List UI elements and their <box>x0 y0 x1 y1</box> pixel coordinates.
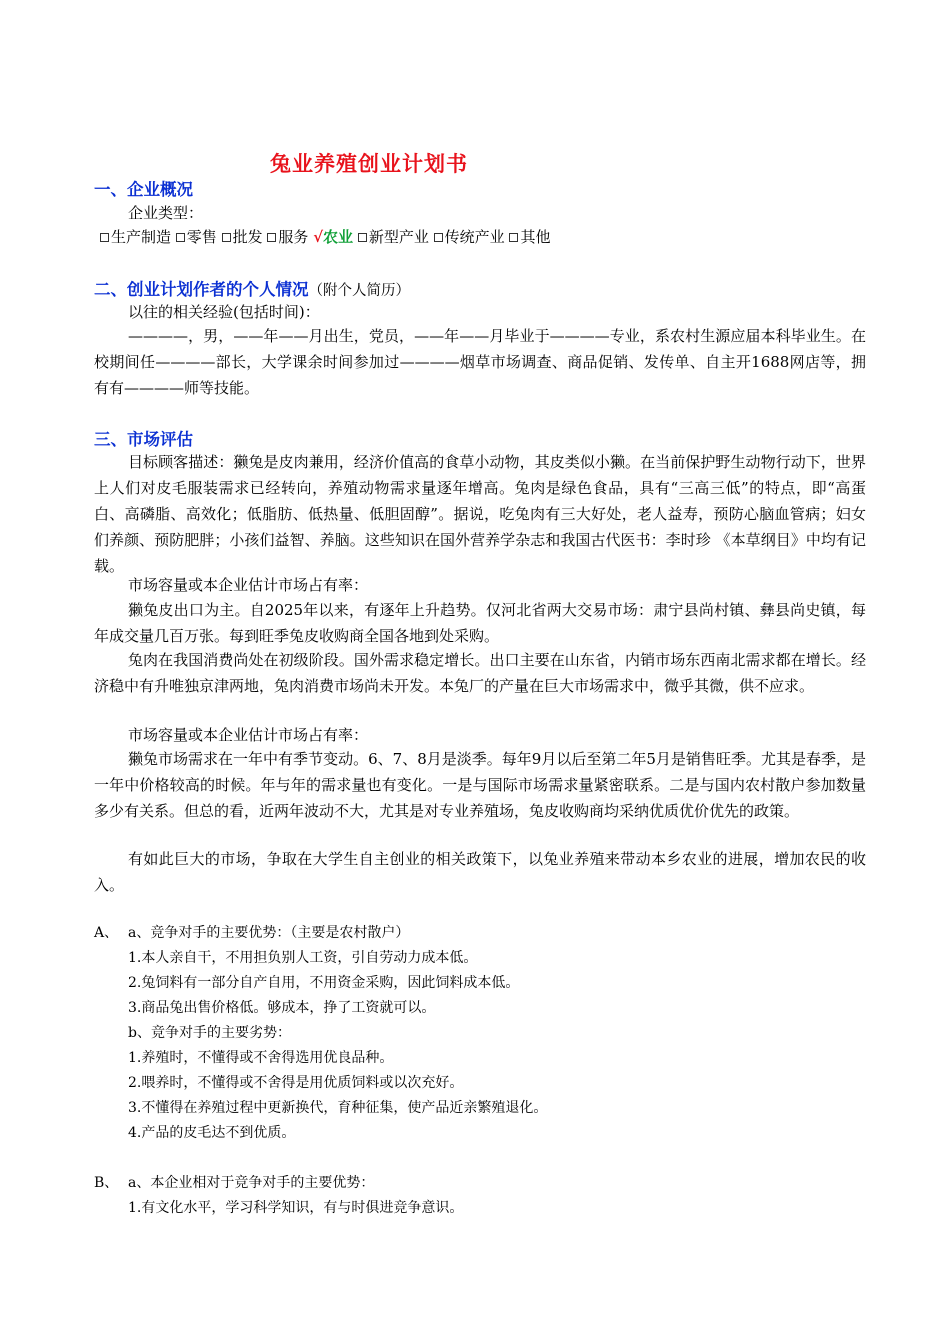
target-customer-paragraph: 目标顾客描述：獭兔是皮肉兼用，经济价值高的食草小动物，其皮类似小獭。在当前保护野生动物行动下，世界上人们对皮毛服装需求已经转向，养殖动物需求量逐年增高。兔肉是绿色食品，具有“三高三低”的特点，即“高蛋白、高磷脂、高效化；低脂肪、低热量、低胆固醇”。据说，吃兔肉有三大好处，老人益寿，预防心脑血管病；妇女们养颜、预防肥胖；小孩们益智、养脑。这些知识在国外营养学杂志和我国古代医书：李时珍 《本草纲目》中均有记载。 <box>94 453 866 575</box>
own-advantages-title: a、本企业相对于竞争对手的主要优势： <box>128 1175 375 1191</box>
conclusion-paragraph: 有如此巨大的市场，争取在大学生自主创业的相关政策下，以兔业养殖来带动本乡农业的进展，增加农民的收入。 <box>94 850 866 894</box>
experience-label: 以往的相关经验(包括时间)： <box>128 303 320 321</box>
list-item: 1.本人亲自干，不用担负别人工资，引自劳动力成本低。 <box>128 950 478 966</box>
section-b-marker: B、 <box>94 1175 119 1191</box>
checkbox-icon <box>358 233 367 242</box>
checkbox-icon <box>509 233 518 242</box>
option-production: 生产制造 <box>100 228 171 246</box>
list-item: 1.养殖时，不懂得或不舍得选用优良品种。 <box>128 1050 394 1066</box>
rabbit-meat-paragraph: 兔肉在我国消费尚处在初级阶段。国外需求稳定增长。出口主要在山东省，内销市场东西南北需求都在增长。经济稳中有升唯独京津两地，兔肉消费市场尚未开发。本兔厂的产量在巨大市场需求中，微乎其微，供不应求。 <box>94 651 866 695</box>
option-service: 服务 <box>267 228 308 246</box>
list-item: 1.有文化水平，学习科学知识，有与时俱进竞争意识。 <box>128 1200 464 1216</box>
option-new-industry: 新型产业 <box>358 228 429 246</box>
option-agriculture: √农业 <box>313 228 354 246</box>
rabbit-fur-paragraph: 獭兔皮出口为主。自2025年以来，有逐年上升趋势。仅河北省两大交易市场：肃宁县尚村镇、彝县尚史镇，每年成交量几百万张。每到旺季兔皮收购商全国各地到处采购。 <box>94 601 866 645</box>
checkbox-icon <box>222 233 231 242</box>
checkbox-icon <box>434 233 443 242</box>
competitor-weaknesses-title: b、竞争对手的主要劣势： <box>128 1025 291 1041</box>
checkbox-icon <box>176 233 185 242</box>
market-share-label-1: 市场容量或本企业估计市场占有率： <box>128 576 369 594</box>
enterprise-type-options <box>100 224 550 250</box>
list-item: 2.兔饲料有一部分自产自用，不用资金采购，因此饲料成本低。 <box>128 975 520 991</box>
section-2-heading: 二、创业计划作者的个人情况（附个人简历） <box>94 280 410 299</box>
checkbox-icon <box>100 233 109 242</box>
document-title: 兔业养殖创业计划书 <box>270 152 468 176</box>
list-item: 3.商品兔出售价格低。够成本，挣了工资就可以。 <box>128 1000 436 1016</box>
section-a-marker: A、 <box>94 925 119 941</box>
option-wholesale: 批发 <box>222 228 263 246</box>
checkbox-icon <box>267 233 276 242</box>
list-item: 3.不懂得在养殖过程中更新换代，育种征集，使产品近亲繁殖退化。 <box>128 1100 548 1116</box>
list-item: 2.喂养时，不懂得或不舍得是用优质饲料或以次充好。 <box>128 1075 464 1091</box>
checkmark-icon: √ <box>313 228 324 246</box>
section-3-heading: 三、市场评估 <box>94 430 193 449</box>
section-1-heading: 一、企业概况 <box>94 180 193 199</box>
option-traditional-industry: 传统产业 <box>434 228 505 246</box>
market-share-label-2: 市场容量或本企业估计市场占有率： <box>128 726 369 744</box>
option-other: 其他 <box>509 228 550 246</box>
author-bio-paragraph: ————，男，——年——月出生，党员，——年——月毕业于————专业，系农村生源应届本科毕业生。在校期间任————部长，大学课余时间参加过————烟草市场调查、商品促销、发传单、自主开1688网店等，拥有有————师等技能。 <box>94 327 866 397</box>
competitor-advantages-title: a、竞争对手的主要优势：（主要是农村散户） <box>128 925 410 941</box>
list-item: 4.产品的皮毛达不到优质。 <box>128 1125 296 1141</box>
seasonal-demand-paragraph: 獭兔市场需求在一年中有季节变动。6、7、8月是淡季。每年9月以后至第二年5月是销售旺季。尤其是春季，是一年中价格较高的时候。年与年的需求量也有变化。一是与国际市场需求量紧密联系。二是与国内农村散户参加数量多少有关系。但总的看，近两年波动不大，尤其是对专业养殖场，兔皮收购商均采纳优质优价优先的政策。 <box>94 750 866 820</box>
resume-note: （附个人简历） <box>308 283 410 299</box>
option-retail: 零售 <box>176 228 217 246</box>
enterprise-type-label: 企业类型： <box>128 204 204 222</box>
